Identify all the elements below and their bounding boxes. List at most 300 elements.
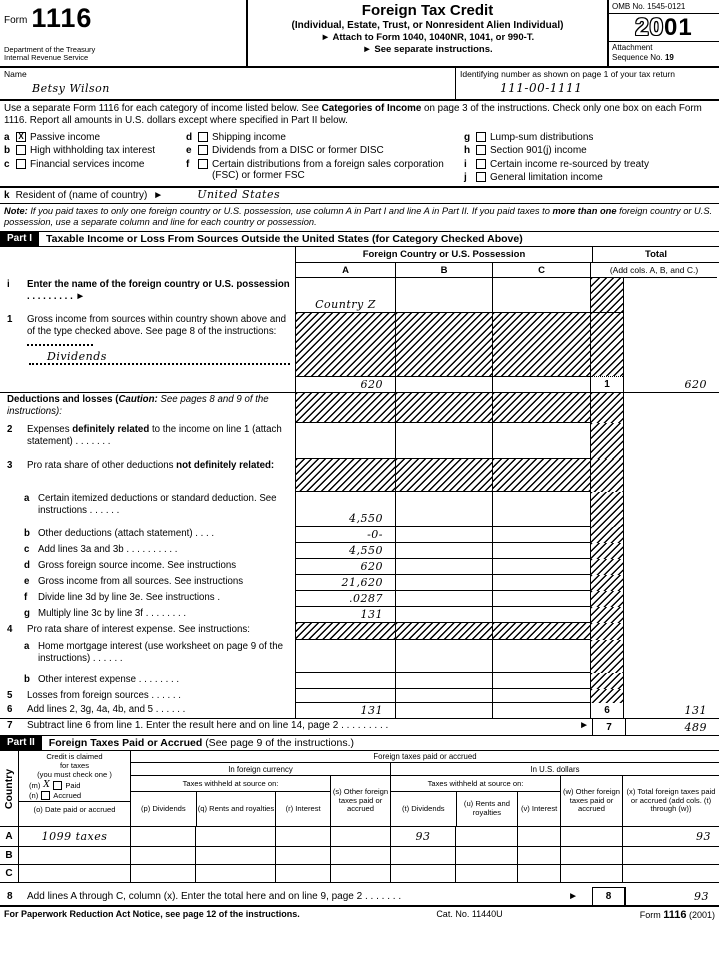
accrued-label: Accrued bbox=[53, 791, 82, 801]
category-label: Certain distributions from a foreign sales corporation (FSC) or former FSC bbox=[212, 158, 444, 182]
deductions-header-row bbox=[0, 393, 719, 423]
line-1-cell-b[interactable] bbox=[395, 313, 492, 392]
line-3f-value-a[interactable]: .0287 bbox=[295, 591, 395, 607]
line-5-value-c[interactable] bbox=[492, 689, 590, 703]
line-3f-label bbox=[0, 591, 295, 607]
line-1-cell-a[interactable] bbox=[295, 313, 395, 392]
line-4a-label bbox=[0, 640, 295, 673]
form-footer bbox=[0, 907, 719, 923]
checkbox-icon[interactable] bbox=[198, 145, 208, 155]
line-k-label: Resident of (name of country) bbox=[15, 189, 148, 201]
hatched-area bbox=[395, 393, 492, 423]
part1-title: Taxable Income or Loss From Sources Outside the United States (for Category Checked Above) bbox=[46, 233, 523, 246]
category-letter: b bbox=[4, 145, 11, 157]
line-1-value-c[interactable] bbox=[493, 376, 590, 392]
category-label: Financial services income bbox=[30, 158, 145, 170]
line-3d-text: Gross foreign source income. See instructions bbox=[38, 560, 237, 572]
country-name-field-a[interactable]: Country Z bbox=[295, 278, 395, 313]
row-b-w-field[interactable] bbox=[560, 847, 622, 864]
line-7-row bbox=[0, 719, 719, 736]
paid-option[interactable] bbox=[29, 780, 130, 790]
line-3c-letter: c bbox=[24, 544, 30, 556]
line-i-text: Enter the name of the foreign country or U.S. possession . . . . . . . . . bbox=[27, 279, 290, 302]
in-foreign-currency-header: In foreign currency bbox=[130, 763, 390, 775]
tax-year-solid: 01 bbox=[664, 14, 693, 41]
part2-tag: Part II bbox=[0, 736, 42, 750]
line-3d-letter: d bbox=[24, 560, 30, 572]
category-general-limitation[interactable] bbox=[464, 172, 717, 184]
line-3c-row bbox=[0, 543, 719, 559]
part1-col-header-row1 bbox=[0, 247, 719, 263]
hatched-area bbox=[590, 591, 623, 607]
line-3a-row bbox=[0, 492, 719, 527]
accrued-checkbox-icon[interactable] bbox=[41, 791, 50, 800]
column-a-header: A bbox=[295, 263, 395, 278]
hatched-area bbox=[590, 393, 623, 423]
row-c-u-field[interactable] bbox=[455, 865, 517, 882]
line-3b-value-a[interactable]: -0- bbox=[295, 527, 395, 543]
line-3e-value-c[interactable] bbox=[492, 575, 590, 591]
col-u-header: (u) Rents and royalties bbox=[456, 792, 518, 826]
row-b-v-field[interactable] bbox=[517, 847, 560, 864]
line-1-text-wrap bbox=[27, 314, 292, 392]
line-3c-value-c[interactable] bbox=[492, 543, 590, 559]
row-b-t-field[interactable] bbox=[390, 847, 455, 864]
checkbox-icon[interactable] bbox=[198, 132, 208, 142]
line-8-box: 8 bbox=[592, 887, 625, 905]
line-3c-value-a[interactable]: 4,550 bbox=[295, 543, 395, 559]
hatched-area bbox=[590, 543, 623, 559]
line-4a-value-a[interactable] bbox=[295, 640, 395, 673]
line-3f-letter: f bbox=[24, 592, 28, 604]
date-paid-column bbox=[18, 751, 130, 882]
line-8-row bbox=[0, 887, 719, 907]
line-4a-row bbox=[0, 640, 719, 673]
checkbox-icon[interactable] bbox=[16, 159, 26, 169]
line-3b-letter: b bbox=[24, 528, 30, 540]
line-4b-letter: b bbox=[24, 674, 30, 686]
line-4a-value-c[interactable] bbox=[492, 640, 590, 673]
line-2-number: 2 bbox=[7, 424, 13, 436]
intro-bold: Categories of Income bbox=[321, 103, 422, 114]
line-4b-value-b[interactable] bbox=[395, 673, 492, 689]
row-a-s-field[interactable] bbox=[330, 827, 390, 846]
usd-withheld-header: Taxes withheld at source on: bbox=[391, 776, 560, 792]
row-c-w-field[interactable] bbox=[560, 865, 622, 882]
row-b-letter: B bbox=[0, 846, 18, 864]
line-1-income-type-field[interactable]: Dividends bbox=[47, 350, 107, 364]
category-label: Lump-sum distributions bbox=[490, 131, 594, 143]
checkbox-icon[interactable] bbox=[476, 132, 486, 142]
accrued-option[interactable] bbox=[29, 791, 130, 800]
line-3b-value-c[interactable] bbox=[492, 527, 590, 543]
part2-title-note: (See page 9 of the instructions.) bbox=[205, 737, 355, 750]
line-5-text: Losses from foreign sources . . . . . . bbox=[27, 690, 181, 702]
line-3g-label bbox=[0, 607, 295, 623]
line-1-box: 1 bbox=[591, 376, 623, 392]
line-1-cell-c[interactable] bbox=[492, 313, 590, 392]
attachment-sequence bbox=[609, 41, 719, 63]
checkbox-icon[interactable] bbox=[16, 145, 26, 155]
category-fsc-distributions[interactable] bbox=[186, 159, 464, 182]
line-3f-value-b[interactable] bbox=[395, 591, 492, 607]
note-paragraph bbox=[0, 204, 719, 232]
line-8-number: 8 bbox=[7, 890, 13, 902]
paid-label: Paid bbox=[65, 780, 81, 790]
category-letter: h bbox=[464, 145, 471, 157]
line-2-text-1: Expenses bbox=[27, 424, 73, 436]
line-3e-row bbox=[0, 575, 719, 591]
foreign-taxes-span-header: Foreign taxes paid or accrued bbox=[130, 751, 719, 762]
checkbox-icon[interactable]: X bbox=[16, 132, 26, 142]
identifying-number-field[interactable]: 111-00-1111 bbox=[500, 81, 583, 95]
agency-line2: Internal Revenue Service bbox=[4, 53, 89, 63]
line-4b-value-a[interactable] bbox=[295, 673, 395, 689]
line-8-total-value: 93 bbox=[625, 887, 719, 905]
line-k-number: k bbox=[4, 189, 10, 201]
country-name-field-c[interactable] bbox=[492, 278, 590, 313]
line-3d-value-c[interactable] bbox=[492, 559, 590, 575]
resident-country-row bbox=[0, 186, 719, 204]
line-4-label bbox=[0, 623, 295, 640]
form-title-block bbox=[248, 0, 607, 66]
line-2-label bbox=[0, 423, 295, 459]
line-3a-value-c[interactable] bbox=[492, 492, 590, 527]
checkbox-icon[interactable] bbox=[476, 145, 486, 155]
line-1-value-b[interactable] bbox=[396, 376, 492, 392]
category-column-2 bbox=[186, 132, 464, 184]
dotted-line bbox=[29, 363, 290, 365]
hatched-area bbox=[296, 313, 395, 376]
line-4b-label bbox=[0, 673, 295, 689]
paid-checkbox-icon[interactable] bbox=[53, 781, 62, 790]
hatched-area bbox=[295, 459, 395, 492]
name-label: Name bbox=[4, 69, 27, 79]
tax-year bbox=[609, 14, 719, 41]
column-b-header: B bbox=[395, 263, 492, 278]
usd-withheld-block bbox=[390, 776, 560, 826]
line-1-value-a[interactable]: 620 bbox=[296, 376, 395, 392]
omb-number: OMB No. 1545-0121 bbox=[609, 0, 719, 14]
line-1-number-cell bbox=[590, 313, 623, 392]
paid-mark: X bbox=[43, 780, 51, 791]
form-number: 1116 bbox=[31, 3, 93, 33]
line-6-row bbox=[0, 703, 719, 719]
part2-table bbox=[0, 751, 719, 883]
row-c-x-field[interactable] bbox=[622, 865, 719, 882]
hatched-area bbox=[590, 623, 623, 640]
total-column-header: Total bbox=[592, 247, 719, 263]
category-letter: g bbox=[464, 131, 471, 143]
row-c-v-field[interactable] bbox=[517, 865, 560, 882]
part2-row-c bbox=[130, 864, 719, 882]
note-bold: more than one bbox=[552, 205, 617, 216]
line-i-total-cell bbox=[623, 278, 719, 313]
line-4b-row bbox=[0, 673, 719, 689]
row-a-x-field[interactable]: 93 bbox=[622, 827, 719, 846]
line-3g-value-c[interactable] bbox=[492, 607, 590, 623]
part2-row-b bbox=[130, 846, 719, 864]
form-footer-id bbox=[565, 909, 715, 921]
category-letter: e bbox=[186, 145, 192, 157]
row-a-u-field[interactable] bbox=[455, 827, 517, 846]
hatched-area bbox=[493, 313, 590, 376]
row-b-r-field[interactable] bbox=[275, 847, 330, 864]
category-letter: a bbox=[4, 131, 10, 143]
line-3f-value-c[interactable] bbox=[492, 591, 590, 607]
row-b-p-field[interactable] bbox=[130, 847, 195, 864]
col-q-header: (q) Rents and royalties bbox=[196, 792, 276, 826]
category-label: Passive income bbox=[30, 131, 101, 143]
in-us-dollars-header: In U.S. dollars bbox=[390, 763, 719, 775]
line-i-row bbox=[0, 278, 719, 313]
row-b-x-field[interactable] bbox=[622, 847, 719, 864]
row-a-v-field[interactable] bbox=[517, 827, 560, 846]
line-4-number: 4 bbox=[7, 624, 13, 636]
line-3a-value-b[interactable] bbox=[395, 492, 492, 527]
row-c-letter: C bbox=[0, 864, 18, 882]
part2-row-a bbox=[130, 826, 719, 846]
line-6-value-a[interactable]: 131 bbox=[295, 703, 395, 718]
note-text-1: If you paid taxes to only one foreign country or U.S. possession, use column A in Part I and line A in Part II. If you paid taxes to bbox=[27, 205, 553, 216]
line-8-label bbox=[0, 887, 592, 905]
row-c-q-field[interactable] bbox=[195, 865, 275, 882]
intro-paragraph bbox=[0, 101, 719, 128]
line-6-box: 6 bbox=[590, 703, 623, 718]
category-disc-dividends[interactable] bbox=[186, 145, 464, 157]
col-x-header: (x) Total foreign taxes paid or accrued (add cols. (t) through (w)) bbox=[622, 776, 719, 826]
deductions-caution: Caution: bbox=[118, 394, 158, 406]
line-3e-label bbox=[0, 575, 295, 591]
arrow-icon: ► bbox=[153, 189, 164, 201]
line-2-value-c[interactable] bbox=[492, 423, 590, 459]
agency-line1: Department of the Treasury bbox=[4, 44, 96, 54]
country-vertical-label: Country bbox=[3, 768, 15, 809]
hatched-area bbox=[590, 459, 623, 492]
row-a-date-paid-field[interactable]: 1099 taxes bbox=[18, 826, 130, 846]
line-7-box: 7 bbox=[592, 719, 625, 735]
catalog-number: Cat. No. 11440U bbox=[436, 909, 503, 920]
country-name-field-b[interactable] bbox=[395, 278, 492, 313]
hatched-area bbox=[590, 689, 623, 703]
paperwork-notice: For Paperwork Reduction Act Notice, see page 12 of the instructions. bbox=[4, 909, 300, 920]
line-5-label bbox=[0, 689, 295, 703]
category-letter: d bbox=[186, 131, 193, 143]
credit-claimed-line1: Credit is claimed bbox=[46, 752, 103, 762]
line-3e-letter: e bbox=[24, 576, 30, 588]
category-label: Dividends from a DISC or former DISC bbox=[212, 145, 384, 157]
hatched-area bbox=[492, 459, 590, 492]
line-3a-value-a[interactable]: 4,550 bbox=[295, 492, 395, 527]
hatched-area bbox=[590, 278, 623, 313]
foreign-country-span-header: Foreign Country or U.S. Possession bbox=[295, 247, 592, 263]
category-label: Certain income re-sourced by treaty bbox=[490, 158, 649, 170]
identity-row bbox=[0, 68, 719, 101]
category-shipping[interactable] bbox=[186, 132, 464, 144]
line-8-text: Add lines A through C, column (x). Enter the total here and on line 9, page 2 . . . . . . . bbox=[27, 890, 402, 902]
footer-form-word: Form bbox=[639, 910, 664, 921]
line-2-value-a[interactable] bbox=[295, 423, 395, 459]
row-b-q-field[interactable] bbox=[195, 847, 275, 864]
line-3e-value-a[interactable]: 21,620 bbox=[295, 575, 395, 591]
line-3g-value-b[interactable] bbox=[395, 607, 492, 623]
category-column-1 bbox=[4, 132, 186, 184]
category-high-withholding[interactable] bbox=[4, 145, 186, 157]
row-c-t-field[interactable] bbox=[390, 865, 455, 882]
hatched-area bbox=[590, 640, 623, 673]
omb-year-block bbox=[607, 0, 719, 66]
line-6-value-b[interactable] bbox=[395, 703, 492, 718]
category-resourced-treaty[interactable] bbox=[464, 159, 717, 171]
category-financial-services[interactable] bbox=[4, 159, 186, 171]
line-4a-value-b[interactable] bbox=[395, 640, 492, 673]
line-2-row bbox=[0, 423, 719, 459]
row-a-q-field[interactable] bbox=[195, 827, 275, 846]
part1-col-header-row2 bbox=[0, 263, 719, 278]
category-letter: i bbox=[464, 158, 467, 170]
row-a-p-field[interactable] bbox=[130, 827, 195, 846]
line-3f-row bbox=[0, 591, 719, 607]
line-6-label bbox=[0, 703, 295, 718]
col-t-header: (t) Dividends bbox=[401, 803, 445, 813]
category-letter: c bbox=[4, 158, 10, 170]
category-label: Shipping income bbox=[212, 131, 286, 143]
hatched-area bbox=[295, 623, 395, 640]
line-3c-label bbox=[0, 543, 295, 559]
hatched-area bbox=[591, 313, 623, 376]
col-s-header: (s) Other foreign taxes paid or accrued bbox=[330, 776, 390, 826]
checkbox-icon[interactable] bbox=[198, 159, 208, 169]
footer-form-number: 1116 bbox=[663, 909, 687, 922]
checkbox-icon[interactable] bbox=[476, 172, 486, 182]
row-a-letter: A bbox=[0, 826, 18, 846]
line-3b-value-b[interactable] bbox=[395, 527, 492, 543]
footer-form-year: (2001) bbox=[686, 910, 715, 921]
note-text-2: foreign country or U.S. possession, use a separate column and line for each country or possession. bbox=[4, 205, 713, 228]
form-header bbox=[0, 0, 719, 68]
line-3b-label bbox=[0, 527, 295, 543]
row-b-u-field[interactable] bbox=[455, 847, 517, 864]
hatched-area bbox=[590, 423, 623, 459]
hatched-area bbox=[396, 313, 492, 376]
line-3g-value-a[interactable]: 131 bbox=[295, 607, 395, 623]
checkbox-icon[interactable] bbox=[476, 159, 486, 169]
line-3c-value-b[interactable] bbox=[395, 543, 492, 559]
line-3-bold: not definitely related: bbox=[176, 460, 275, 472]
m-label: (m) bbox=[29, 780, 41, 790]
n-label: (n) bbox=[29, 791, 39, 801]
credit-claimed-line3: (you must check one ) bbox=[37, 770, 112, 780]
col-v-header: (v) Interest bbox=[517, 792, 560, 826]
row-a-r-field[interactable] bbox=[275, 827, 330, 846]
line-3b-row bbox=[0, 527, 719, 543]
line-3a-label bbox=[0, 492, 295, 527]
category-column-3 bbox=[464, 132, 717, 184]
row-c-p-field[interactable] bbox=[130, 865, 195, 882]
part2-header-bar bbox=[0, 736, 719, 751]
part1-table bbox=[0, 247, 719, 736]
form-id-block bbox=[0, 0, 248, 66]
intro-text-1: Use a separate Form 1116 for each category of income listed below. See bbox=[4, 103, 322, 114]
taxes-columns-block bbox=[130, 751, 719, 882]
line-3e-value-b[interactable] bbox=[395, 575, 492, 591]
dotted-segment bbox=[27, 337, 93, 346]
row-a-w-field[interactable] bbox=[560, 827, 622, 846]
row-b-date-paid-field[interactable] bbox=[18, 846, 130, 864]
credit-claimed-box bbox=[18, 751, 130, 801]
category-passive-income[interactable] bbox=[4, 132, 186, 144]
row-b-s-field[interactable] bbox=[330, 847, 390, 864]
row-c-date-paid-field[interactable] bbox=[18, 864, 130, 882]
hatched-area bbox=[590, 527, 623, 543]
form-subtitle: (Individual, Estate, Trust, or Nonresident Alien Individual) bbox=[291, 20, 564, 31]
row-a-t-field[interactable]: 93 bbox=[390, 827, 455, 846]
category-section-901j[interactable] bbox=[464, 145, 717, 157]
row-c-s-field[interactable] bbox=[330, 865, 390, 882]
line-2-value-b[interactable] bbox=[395, 423, 492, 459]
line-1-number: 1 bbox=[7, 314, 13, 326]
line-1-total-cell bbox=[623, 313, 719, 392]
line-4b-text: Other interest expense . . . . . . . . bbox=[38, 674, 180, 686]
resident-country-field[interactable]: United States bbox=[197, 187, 281, 201]
line-1-text: Gross income from sources within country shown above and of the type checked above. See page 8 of the instructions: bbox=[27, 314, 286, 337]
form-word: Form bbox=[4, 15, 28, 26]
country-vertical-label-cell bbox=[0, 751, 18, 826]
line-7-total-value: 489 bbox=[625, 719, 719, 735]
name-cell bbox=[0, 68, 455, 99]
tax-year-outline: 20 bbox=[635, 14, 664, 41]
currency-header-row bbox=[130, 762, 719, 775]
hatched-area bbox=[492, 393, 590, 423]
col-p-header: (p) Dividends bbox=[140, 803, 186, 813]
line-5-value-a[interactable] bbox=[295, 689, 395, 703]
line-3d-value-b[interactable] bbox=[395, 559, 492, 575]
line-5-value-b[interactable] bbox=[395, 689, 492, 703]
line-4b-value-c[interactable] bbox=[492, 673, 590, 689]
category-letter: f bbox=[186, 158, 190, 170]
column-headers-row bbox=[130, 775, 719, 826]
name-field[interactable]: Betsy Wilson bbox=[32, 82, 110, 95]
category-lump-sum[interactable] bbox=[464, 132, 717, 144]
line-3d-row bbox=[0, 559, 719, 575]
hatched-area bbox=[295, 393, 395, 423]
line-3g-letter: g bbox=[24, 608, 30, 620]
category-section bbox=[0, 128, 719, 186]
part1-header-bar bbox=[0, 232, 719, 247]
row-c-r-field[interactable] bbox=[275, 865, 330, 882]
line-3a-text: Certain itemized deductions or standard deduction. See instructions . . . . . . bbox=[38, 493, 277, 516]
hatched-area bbox=[590, 492, 623, 527]
line-3d-value-a[interactable]: 620 bbox=[295, 559, 395, 575]
category-letter: j bbox=[464, 172, 467, 184]
hatched-area bbox=[590, 559, 623, 575]
add-cols-header: (Add cols. A, B, and C.) bbox=[590, 263, 717, 278]
hatched-area bbox=[590, 673, 623, 689]
arrow-icon: ► bbox=[568, 890, 578, 902]
form-title: Foreign Tax Credit bbox=[361, 2, 494, 19]
sequence-label: Sequence No. bbox=[612, 52, 663, 62]
line-6-value-c[interactable] bbox=[492, 703, 590, 718]
hatched-area bbox=[395, 623, 492, 640]
hatched-area bbox=[590, 607, 623, 623]
col-w-header: (w) Other foreign taxes paid or accrued bbox=[560, 776, 622, 826]
line-3g-row bbox=[0, 607, 719, 623]
line-3a-letter: a bbox=[24, 493, 30, 505]
line-3-text-1: Pro rata share of other deductions bbox=[27, 460, 177, 472]
line-4-text: Pro rata share of interest expense. See instructions: bbox=[27, 624, 250, 636]
line-3e-text: Gross income from all sources. See instructions bbox=[38, 576, 244, 588]
fc-withheld-header: Taxes withheld at source on: bbox=[131, 776, 330, 792]
